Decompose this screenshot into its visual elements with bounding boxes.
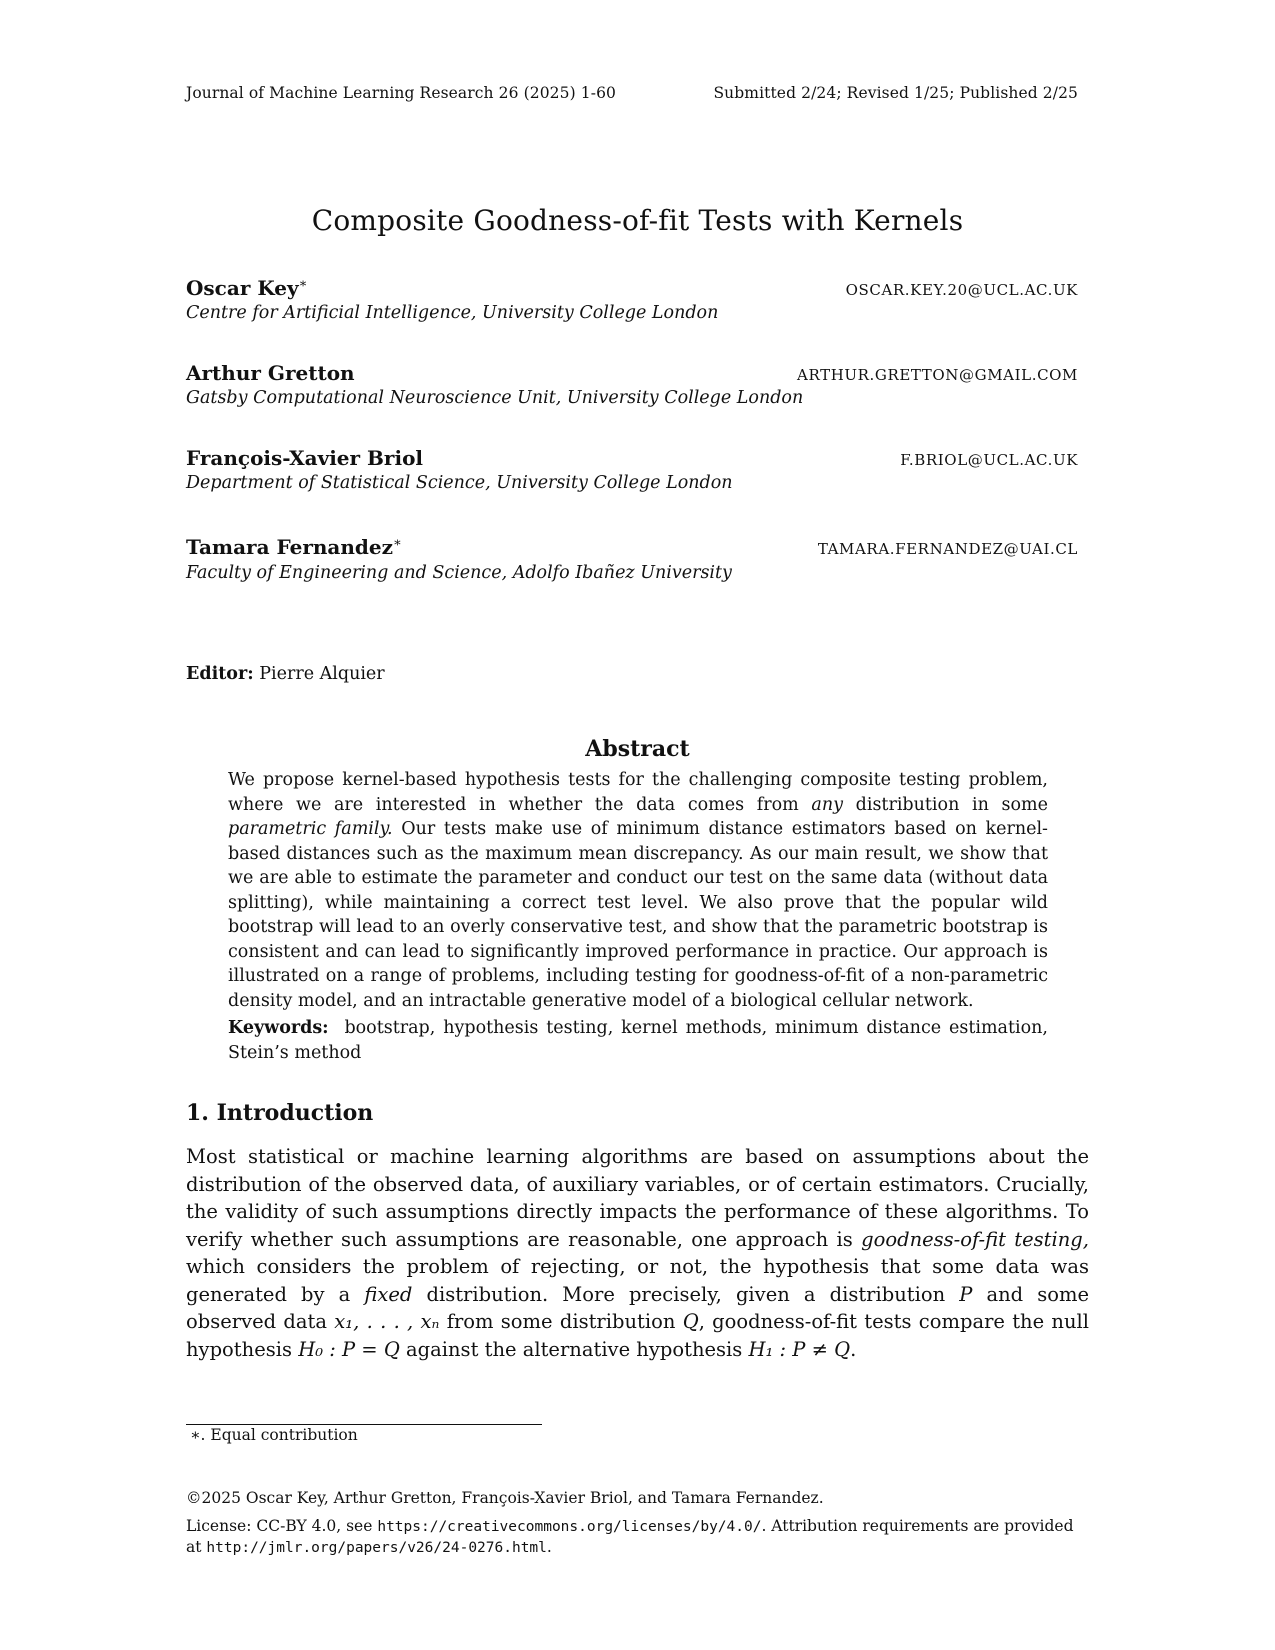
math-expression: H₀ : P = Q [298, 1337, 400, 1361]
intro-paragraph [186, 1143, 1089, 1363]
math-expression: x₁, . . . , xₙ [334, 1310, 440, 1333]
author-email: OSCAR.KEY.20@UCL.AC.UK [845, 281, 1078, 299]
abstract-text: We propose kernel-based hypothesis tests for the challenging composite testing problem, where we are interested in whether the data comes from [228, 770, 1048, 815]
body-text: against the alternative hypothesis [406, 1337, 743, 1361]
section-heading: 1. Introduction [186, 1100, 374, 1126]
author-name [186, 446, 423, 470]
license-line [186, 1516, 1089, 1558]
author-email: F.BRIOL@UCL.AC.UK [900, 451, 1078, 469]
author-name [186, 361, 355, 385]
keywords-list: bootstrap, hypothesis testing, kernel methods, minimum distance estimation, Stein’s method [228, 1018, 1048, 1063]
author-email: TAMARA.FERNANDEZ@UAI.CL [817, 540, 1078, 558]
author-name-text: Oscar Key [186, 276, 299, 300]
footnote-rule [186, 1424, 542, 1425]
editor-label: Editor: [186, 664, 254, 684]
license-text: License: CC-BY 4.0, see [186, 1517, 373, 1535]
keywords [228, 1016, 1048, 1065]
copyright-line: ©2025 Oscar Key, Arthur Gretton, François-Xavier Briol, and Tamara Fernandez. [186, 1489, 824, 1507]
body-text: which considers the problem of rejecting, or not, the hypothesis that some data was generated by a [186, 1255, 1089, 1306]
author-affiliation: Department of Statistical Science, University College London [186, 473, 733, 493]
editor-line [186, 664, 385, 684]
author-name-text: Arthur Gretton [186, 361, 355, 385]
abstract-body [228, 768, 1048, 1013]
license-link[interactable]: https://creativecommons.org/licenses/by/4.0/ [377, 1519, 762, 1535]
journal-header: Journal of Machine Learning Research 26 (2025) 1-60 [186, 84, 616, 102]
body-text: distribution. More precisely, given a distribution [426, 1282, 946, 1306]
abstract-text: distribution in some [855, 794, 1048, 815]
author-name-text: Tamara Fernandez [186, 535, 393, 559]
paper-title: Composite Goodness-of-fit Tests with Kernels [311, 204, 964, 237]
equal-contribution-mark: ∗ [298, 276, 308, 292]
body-emphasis: goodness-of-fit testing, [861, 1227, 1089, 1251]
abstract-text: Our tests make use of minimum distance estimators based on kernel-based distances such as the maximum mean discrepancy. As our main result, we show that we are able to estimate the parameter and conduct our test on the same data (without data splitting), while maintaining a correct test level. We also prove that the popular wild bootstrap will lead to an overly conservative test, and show that the parametric bootstrap is consistent and can lead to significantly improved performance in practice. Our approach is illustrated on a range of problems, including testing for goodness-of-fit of a non-parametric density model, and an intractable generative model of a biological cellular network. [228, 819, 1048, 1011]
body-text: , goodness-of-fit tests compare the null hypothesis [186, 1310, 1090, 1361]
author-name [186, 535, 402, 559]
keywords-label: Keywords: [228, 1018, 329, 1038]
paper-link[interactable]: http://jmlr.org/papers/v26/24-0276.html [206, 1540, 547, 1556]
math-symbol: Q [682, 1310, 699, 1333]
math-expression: H₁ : P ≠ Q [748, 1337, 851, 1361]
body-text: and some observed data [186, 1282, 1089, 1333]
equal-contribution-mark: ∗ [392, 535, 402, 551]
author-affiliation: Centre for Artificial Intelligence, University College London [186, 303, 719, 323]
body-text: Most statistical or machine learning algorithms are based on assumptions about the distribution of the observed data, of auxiliary variables, or of certain estimators. Crucially, the validity of such assumptions directly impacts the performance of these algorithms. To verify whether such assumptions are reasonable, one approach is [186, 1145, 1089, 1251]
footnote: ∗. Equal contribution [190, 1426, 358, 1444]
body-text: . [850, 1337, 857, 1361]
submission-dates: Submitted 2/24; Revised 1/25; Published 2/25 [713, 84, 1078, 102]
license-text: . [546, 1538, 552, 1556]
abstract-heading: Abstract [585, 736, 690, 762]
abstract-emphasis: any [811, 794, 843, 815]
author-affiliation: Faculty of Engineering and Science, Adolfo Ibañez University [186, 563, 732, 583]
editor-name: Pierre Alquier [259, 664, 385, 684]
body-text: from some distribution [446, 1310, 676, 1333]
license-text: . Attribution requirements are provided at [186, 1517, 1074, 1556]
author-affiliation: Gatsby Computational Neuroscience Unit, University College London [186, 388, 804, 408]
author-email: ARTHUR.GRETTON@GMAIL.COM [797, 366, 1078, 384]
body-emphasis: fixed [364, 1282, 413, 1306]
abstract-emphasis: parametric family. [228, 819, 393, 839]
math-symbol: P [959, 1282, 973, 1306]
author-name [186, 276, 307, 300]
author-name-text: François-Xavier Briol [186, 446, 424, 470]
